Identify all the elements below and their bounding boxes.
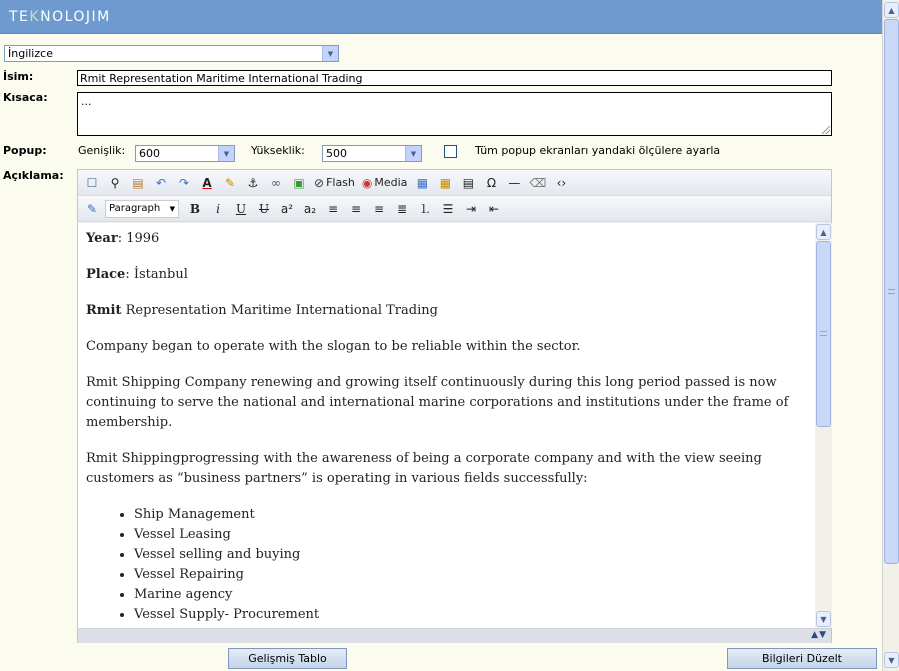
highlight-color-icon[interactable]: ✎ bbox=[224, 175, 236, 190]
list-item: • Vessel Repairing bbox=[134, 565, 807, 585]
popup-all-checkbox[interactable] bbox=[444, 145, 457, 158]
ordered-list-icon[interactable]: ⒈ bbox=[418, 201, 431, 216]
rich-text-editor bbox=[77, 169, 832, 643]
description-label: Açıklama: bbox=[3, 169, 64, 182]
width-select[interactable] bbox=[135, 145, 235, 162]
scroll-up-icon[interactable]: ▲ bbox=[884, 2, 899, 18]
height-select[interactable] bbox=[322, 145, 422, 162]
strikethrough-icon[interactable]: U bbox=[258, 201, 270, 216]
paragraph-1: Company began to operate with the slogan to be reliable within the sector. bbox=[86, 339, 581, 354]
bold-icon[interactable]: B bbox=[189, 201, 201, 216]
underline-icon[interactable]: U bbox=[235, 201, 247, 216]
width-label: Genişlik: bbox=[78, 144, 126, 157]
height-label: Yükseklik: bbox=[251, 144, 305, 157]
name-input-value: Rmit Representation Maritime International Trading bbox=[80, 72, 363, 85]
subscript-icon[interactable]: a₂ bbox=[303, 201, 317, 216]
image-icon[interactable]: ▣ bbox=[293, 175, 305, 190]
align-right-icon[interactable]: ≡ bbox=[373, 201, 385, 216]
style-icon[interactable]: ✎ bbox=[86, 201, 98, 216]
name-input[interactable] bbox=[77, 70, 832, 86]
width-value: 600 bbox=[139, 147, 160, 160]
horizontal-rule-icon[interactable]: — bbox=[508, 175, 521, 190]
scroll-up-icon[interactable]: ▲ bbox=[816, 224, 831, 240]
text-color-icon[interactable]: A bbox=[202, 175, 212, 190]
flash-button[interactable]: ⊘ Flash bbox=[314, 175, 355, 190]
chevron-down-icon[interactable]: ▼ bbox=[405, 146, 421, 161]
align-left-icon[interactable]: ≡ bbox=[327, 201, 339, 216]
editor-toolbar-row-2 bbox=[78, 196, 831, 222]
page-scrollbar[interactable] bbox=[882, 0, 899, 671]
list-item: • Vessel Leasing bbox=[134, 525, 807, 545]
height-value: 500 bbox=[326, 147, 347, 160]
chevron-down-icon[interactable]: ▼ bbox=[218, 146, 234, 161]
code-icon[interactable]: ‹› bbox=[556, 175, 567, 190]
paragraph-2: Rmit Shipping Company renewing and growing itself continuously during this long period passed is now continuing to serve the national and international marine corporations and institutions under the frame of membership. bbox=[86, 375, 789, 430]
table-edit-icon[interactable]: ▦ bbox=[439, 175, 452, 190]
list-item: • Vessel Supply- Procurement bbox=[134, 605, 807, 625]
chevron-down-icon: ▼ bbox=[169, 204, 175, 213]
editor-scroll-thumb[interactable] bbox=[816, 241, 831, 427]
name-label: İsim: bbox=[3, 70, 34, 83]
popup-label: Popup: bbox=[3, 144, 47, 157]
advanced-table-button[interactable]: Gelişmiş Tablo bbox=[228, 648, 347, 669]
table-icon[interactable]: ▦ bbox=[416, 175, 429, 190]
language-selected: İngilizce bbox=[8, 47, 53, 60]
scroll-down-icon[interactable]: ▼ bbox=[884, 652, 899, 668]
app-header bbox=[0, 0, 882, 34]
editor-scrollbar[interactable] bbox=[815, 223, 832, 628]
logo: TEKNOLOJIM bbox=[9, 9, 111, 25]
template-icon[interactable]: ▤ bbox=[462, 175, 475, 190]
resize-arrows-icon[interactable]: ▲▼ bbox=[811, 630, 827, 640]
list-item: • Ship Management bbox=[134, 505, 807, 525]
special-char-icon[interactable]: Ω bbox=[486, 175, 496, 190]
select-all-icon[interactable]: ☐ bbox=[86, 175, 98, 190]
justify-icon[interactable]: ≣ bbox=[396, 201, 408, 216]
editor-content[interactable] bbox=[78, 223, 815, 628]
company-line: Rmit Representation Maritime International Trading bbox=[86, 303, 438, 318]
bullet-list-icon[interactable]: ☰ bbox=[442, 201, 454, 216]
editor-toolbar-row-1 bbox=[78, 170, 831, 196]
align-center-icon[interactable]: ≡ bbox=[350, 201, 362, 216]
redo-icon[interactable]: ↷ bbox=[178, 175, 190, 190]
summary-label: Kısaca: bbox=[3, 91, 48, 104]
update-info-button[interactable]: Bilgileri Düzelt bbox=[727, 648, 877, 669]
list-item: • Vessel selling and buying bbox=[134, 545, 807, 565]
indent-icon[interactable]: ⇥ bbox=[465, 201, 477, 216]
summary-value: ... bbox=[81, 95, 92, 108]
find-icon[interactable]: ⚲ bbox=[110, 175, 120, 190]
summary-textarea[interactable] bbox=[77, 92, 832, 136]
popup-all-label: Tüm popup ekranları yandaki ölçülere ayarla bbox=[475, 144, 721, 157]
resize-grip-icon[interactable] bbox=[822, 126, 830, 134]
media-button[interactable]: ◉ Media bbox=[361, 175, 408, 190]
year-line: Year: 1996 bbox=[86, 231, 160, 246]
chevron-down-icon[interactable]: ▼ bbox=[322, 46, 338, 61]
format-select[interactable] bbox=[105, 200, 179, 218]
outdent-icon[interactable]: ⇤ bbox=[488, 201, 500, 216]
italic-icon[interactable]: i bbox=[216, 201, 220, 216]
link-icon[interactable]: ∞ bbox=[271, 175, 281, 190]
paste-icon[interactable]: ▤ bbox=[132, 175, 144, 190]
paragraph-3: Rmit Shippingprogressing with the awareness of being a corporate company and with the view seeing customers as “business partners” is operating in various fields successfully: bbox=[86, 451, 762, 486]
scrollbar-thumb[interactable] bbox=[884, 19, 899, 564]
list-item: • Marine agency bbox=[134, 585, 807, 605]
undo-icon[interactable]: ↶ bbox=[155, 175, 167, 190]
eraser-icon[interactable]: ⌫ bbox=[529, 175, 547, 190]
superscript-icon[interactable]: a² bbox=[280, 201, 294, 216]
place-line: Place: İstanbul bbox=[86, 267, 188, 282]
anchor-icon[interactable]: ⚓ bbox=[247, 175, 259, 190]
services-list bbox=[86, 505, 807, 645]
editor-statusbar bbox=[78, 628, 831, 643]
format-value: Paragraph bbox=[109, 203, 161, 214]
language-select[interactable] bbox=[4, 45, 339, 62]
scroll-down-icon[interactable]: ▼ bbox=[816, 611, 831, 627]
